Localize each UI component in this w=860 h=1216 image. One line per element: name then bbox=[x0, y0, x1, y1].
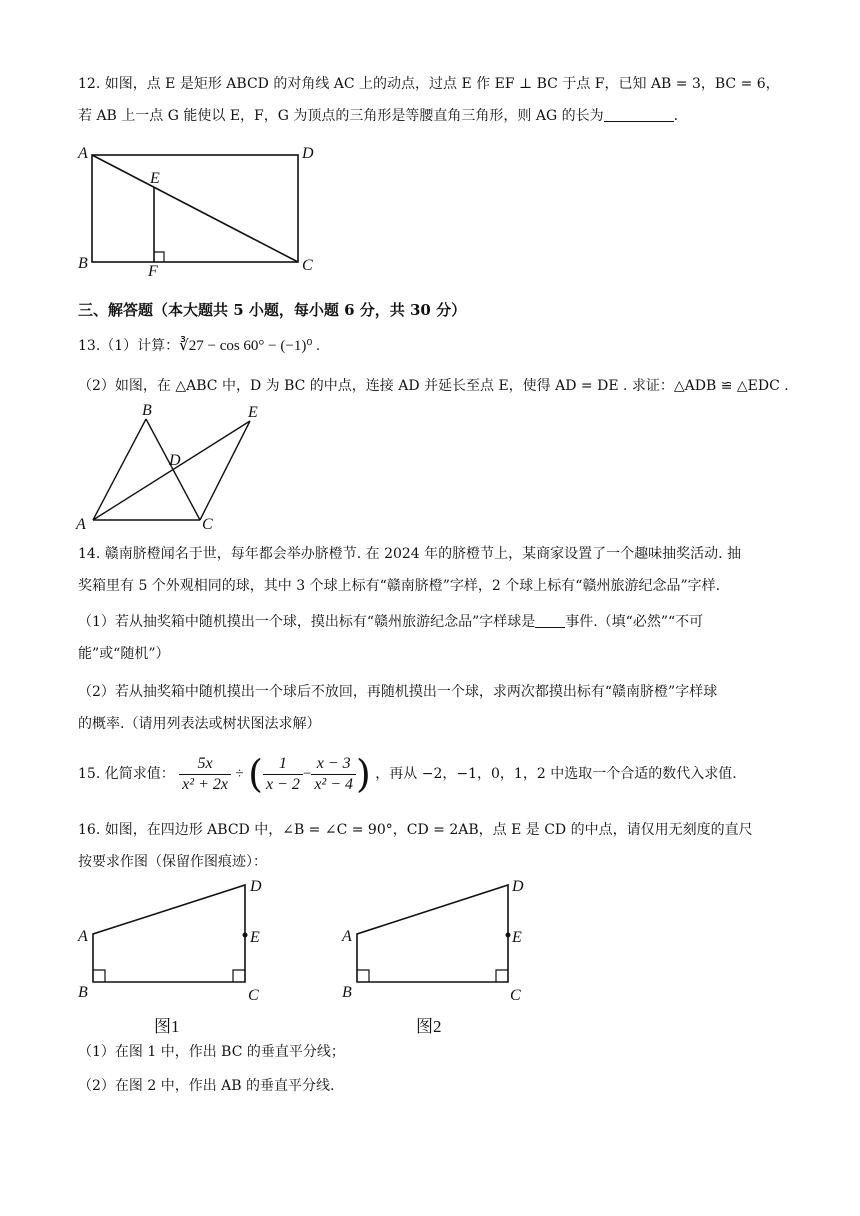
label-c: C bbox=[510, 987, 521, 1004]
label-e: E bbox=[248, 404, 258, 421]
segment-ab bbox=[93, 419, 146, 520]
label-f: F bbox=[148, 263, 158, 280]
q12-line2-end: . bbox=[673, 108, 679, 124]
point-e-1 bbox=[243, 933, 248, 938]
label-d: D bbox=[169, 452, 181, 469]
diagonal-ac bbox=[92, 155, 298, 262]
section3-heading: 三、解答题（本大题共 5 小题，每小题 6 分，共 30 分） bbox=[78, 301, 467, 319]
q13-part1-expr: ∛27 − cos 60° − (−1)⁰ . bbox=[179, 338, 320, 354]
q14-line6: 的概率.（请用列表法或树状图法求解） bbox=[78, 716, 321, 732]
q13-triangle-figure bbox=[70, 402, 270, 533]
q15-fraction-3 bbox=[311, 754, 356, 795]
right-angle-mark-c-2 bbox=[496, 970, 508, 982]
q16-part1: （1）在图 1 中，作出 BC 的垂直平分线； bbox=[78, 1044, 345, 1060]
q14-line3 bbox=[78, 612, 703, 632]
q14-line1: 14. 赣南脐橙闻名于世，每年都会举办脐橙节. 在 2024 年的脐橙节上，某商家设置了一个趣味抽奖活动. 抽 bbox=[78, 546, 742, 562]
right-angle-mark-f bbox=[154, 252, 164, 262]
point-e-2 bbox=[506, 933, 511, 938]
q14-line4: 能”或“随机”） bbox=[78, 646, 170, 662]
quadrilateral-abcd-1 bbox=[93, 885, 245, 982]
q15-f1-den: x² + 2x bbox=[182, 775, 228, 793]
q12-answer-blank bbox=[604, 107, 674, 122]
q15-left-paren: ( bbox=[248, 752, 263, 796]
segment-ae bbox=[93, 421, 250, 520]
q12-line2 bbox=[78, 106, 678, 126]
label-b: B bbox=[78, 984, 88, 1001]
q16-figure-1 bbox=[70, 875, 270, 1045]
q15-fraction-2 bbox=[263, 754, 303, 795]
q16-part2: （2）在图 2 中，作出 AB 的垂直平分线. bbox=[78, 1078, 335, 1094]
q16-line1: 16. 如图，在四边形 ABCD 中，∠B = ∠C = 90°，CD = 2AB，点 E 是 CD 的中点，请仅用无刻度的直尺 bbox=[78, 822, 753, 838]
label-d: D bbox=[302, 145, 314, 162]
label-a: A bbox=[342, 928, 352, 945]
right-angle-mark-c-1 bbox=[233, 970, 245, 982]
label-a: A bbox=[76, 516, 86, 533]
label-a: A bbox=[78, 145, 88, 162]
q13-part1-prefix: 13.（1）计算： bbox=[78, 338, 180, 354]
q13-part2: （2）如图，在 △ABC 中，D 为 BC 的中点，连接 AD 并延长至点 E，使得 AD = DE . 求证：△ADB ≌ △EDC . bbox=[78, 378, 789, 394]
q15-prefix: 15. 化简求值： bbox=[78, 766, 175, 782]
q15-f2-den: x − 2 bbox=[265, 775, 300, 793]
q15-f2-num: 1 bbox=[263, 754, 303, 775]
label-d: D bbox=[250, 878, 262, 895]
label-e: E bbox=[250, 929, 260, 946]
q12-rectangle-figure bbox=[70, 140, 330, 280]
label-e: E bbox=[150, 170, 160, 187]
right-angle-mark-b-2 bbox=[357, 970, 369, 982]
q12-line2-text: 若 AB 上一点 G 能使以 E，F，G 为顶点的三角形是等腰直角三角形，则 AG 的长为 bbox=[78, 108, 604, 124]
label-c: C bbox=[302, 257, 313, 274]
label-d: D bbox=[512, 878, 524, 895]
q15-minus-op: − bbox=[302, 766, 312, 782]
q15-f3-num: x − 3 bbox=[311, 754, 356, 775]
label-c: C bbox=[248, 987, 259, 1004]
q14-line2: 奖箱里有 5 个外观相同的球，其中 3 个球上标有“赣南脐橙”字样，2 个球上标有“赣州旅游纪念品”字样. bbox=[78, 578, 721, 594]
q15-f1-num: 5x bbox=[179, 754, 231, 775]
q16-line2: 按要求作图（保留作图痕迹）： bbox=[78, 854, 267, 870]
figure-2-caption: 图2 bbox=[416, 1017, 442, 1036]
q13-part1 bbox=[78, 336, 320, 356]
segment-ec bbox=[200, 421, 250, 520]
label-b: B bbox=[142, 402, 152, 419]
label-e: E bbox=[512, 929, 522, 946]
q16-figure-2 bbox=[340, 875, 540, 1045]
q15-fraction-1 bbox=[179, 754, 231, 795]
right-angle-mark-b-1 bbox=[93, 970, 105, 982]
quadrilateral-abcd-2 bbox=[357, 885, 508, 982]
q15-div-op: ÷ bbox=[235, 766, 244, 782]
q15-line bbox=[78, 752, 737, 800]
q14-line3a: （1）若从抽奖箱中随机摸出一个球，摸出标有“赣州旅游纪念品”字样球是 bbox=[78, 614, 536, 630]
figure-1-caption: 图1 bbox=[154, 1017, 180, 1036]
label-c: C bbox=[202, 516, 213, 533]
q14-answer-blank bbox=[535, 613, 565, 628]
label-b: B bbox=[342, 984, 352, 1001]
q15-right-paren: ) bbox=[356, 752, 371, 796]
label-b: B bbox=[78, 255, 88, 272]
q15-suffix: ，再从 −2，−1，0，1，2 中选取一个合适的数代入求值. bbox=[375, 766, 737, 782]
label-a: A bbox=[78, 928, 88, 945]
q15-f3-den: x² − 4 bbox=[314, 775, 354, 793]
q14-line5: （2）若从抽奖箱中随机摸出一个球后不放回，再随机摸出一个球，求两次都摸出标有“赣南脐橙”字样球 bbox=[78, 684, 718, 700]
q12-line1: 12. 如图，点 E 是矩形 ABCD 的对角线 AC 上的动点，过点 E 作 EF ⊥ BC 于点 F，已知 AB = 3，BC = 6， bbox=[78, 76, 780, 92]
q14-line3b: 事件.（填“必然”“不可 bbox=[565, 614, 704, 630]
